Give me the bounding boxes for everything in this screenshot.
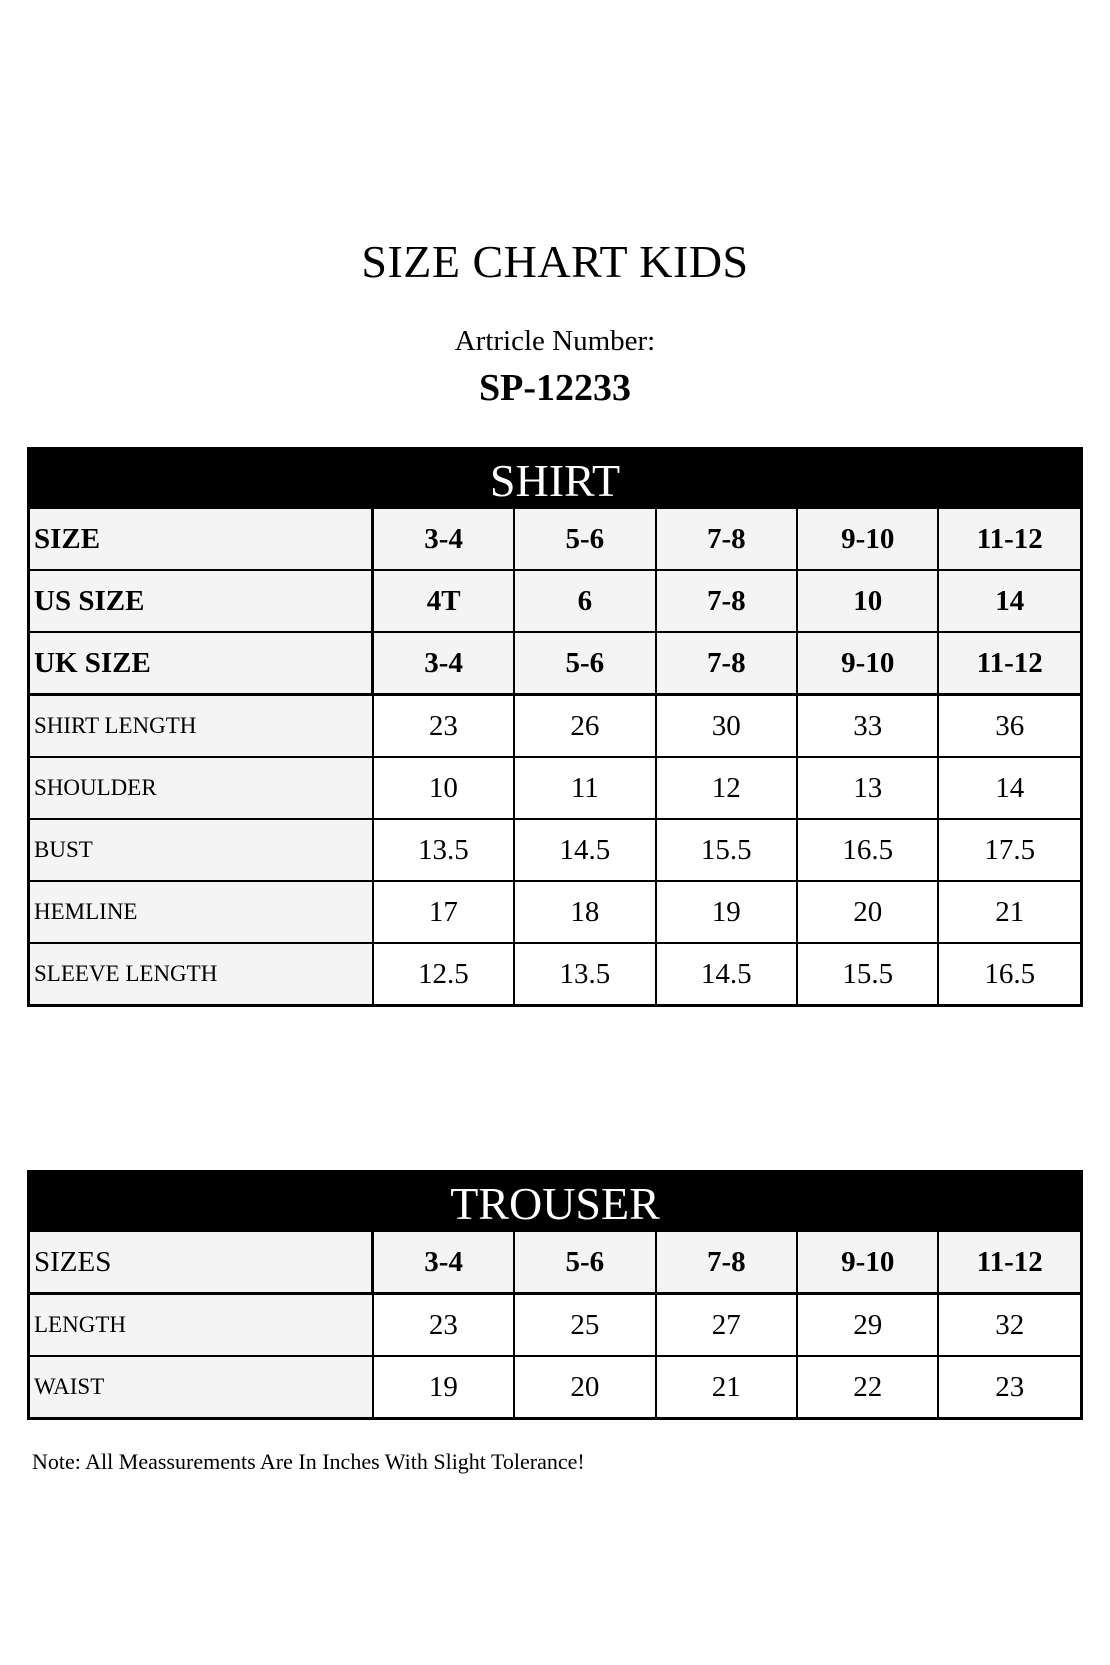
row-label: BUST bbox=[30, 819, 373, 881]
table-cell: 12 bbox=[656, 757, 797, 819]
table-cell: 5-6 bbox=[514, 509, 655, 570]
table-cell: 30 bbox=[656, 695, 797, 758]
table-cell: 22 bbox=[797, 1356, 938, 1417]
trouser-size-chart bbox=[27, 1170, 1083, 1420]
table-cell: 7-8 bbox=[656, 632, 797, 695]
table-cell: 7-8 bbox=[656, 570, 797, 632]
shirt-size-table bbox=[30, 509, 1080, 1004]
row-label: HEMLINE bbox=[30, 881, 373, 943]
shirt-row-shoulder bbox=[30, 757, 1080, 819]
table-cell: 14.5 bbox=[514, 819, 655, 881]
table-cell: 6 bbox=[514, 570, 655, 632]
table-cell: 11 bbox=[514, 757, 655, 819]
article-number: SP-12233 bbox=[479, 367, 631, 409]
row-label: UK SIZE bbox=[30, 632, 373, 695]
shirt-row-us-size bbox=[30, 570, 1080, 632]
row-label: US SIZE bbox=[30, 570, 373, 632]
shirt-size-chart bbox=[27, 447, 1083, 1007]
trouser-row-sizes bbox=[30, 1232, 1080, 1294]
table-cell: 27 bbox=[656, 1294, 797, 1357]
table-cell: 3-4 bbox=[373, 1232, 514, 1294]
table-cell: 9-10 bbox=[797, 509, 938, 570]
table-cell: 36 bbox=[938, 695, 1080, 758]
table-cell: 32 bbox=[938, 1294, 1080, 1357]
trouser-row-waist bbox=[30, 1356, 1080, 1417]
row-label: SIZE bbox=[30, 509, 373, 570]
shirt-row-shirt-length bbox=[30, 695, 1080, 758]
page-title: SIZE CHART KIDS bbox=[361, 236, 749, 287]
table-cell: 19 bbox=[373, 1356, 514, 1417]
table-cell: 11-12 bbox=[938, 1232, 1080, 1294]
table-cell: 13.5 bbox=[373, 819, 514, 881]
table-cell: 23 bbox=[373, 1294, 514, 1357]
row-label: LENGTH bbox=[30, 1294, 373, 1357]
table-cell: 3-4 bbox=[373, 632, 514, 695]
trouser-row-length bbox=[30, 1294, 1080, 1357]
table-cell: 5-6 bbox=[514, 1232, 655, 1294]
table-cell: 4T bbox=[373, 570, 514, 632]
table-cell: 14.5 bbox=[656, 943, 797, 1004]
table-cell: 17 bbox=[373, 881, 514, 943]
measurement-note: Note: All Meassurements Are In Inches With Slight Tolerance! bbox=[32, 1449, 585, 1474]
table-cell: 26 bbox=[514, 695, 655, 758]
article-number-label: Artricle Number: bbox=[454, 325, 656, 357]
row-label: WAIST bbox=[30, 1356, 373, 1417]
shirt-chart-header: SHIRT bbox=[30, 450, 1080, 509]
shirt-row-sleeve-length bbox=[30, 943, 1080, 1004]
table-cell: 19 bbox=[656, 881, 797, 943]
row-label: SIZES bbox=[30, 1232, 373, 1294]
table-cell: 18 bbox=[514, 881, 655, 943]
table-cell: 20 bbox=[514, 1356, 655, 1417]
table-cell: 14 bbox=[938, 570, 1080, 632]
table-cell: 20 bbox=[797, 881, 938, 943]
table-cell: 11-12 bbox=[938, 509, 1080, 570]
table-cell: 9-10 bbox=[797, 632, 938, 695]
table-cell: 15.5 bbox=[656, 819, 797, 881]
row-label: SHOULDER bbox=[30, 757, 373, 819]
table-cell: 25 bbox=[514, 1294, 655, 1357]
table-cell: 5-6 bbox=[514, 632, 655, 695]
table-cell: 7-8 bbox=[656, 1232, 797, 1294]
table-cell: 10 bbox=[797, 570, 938, 632]
trouser-chart-header: TROUSER bbox=[30, 1173, 1080, 1232]
table-cell: 16.5 bbox=[938, 943, 1080, 1004]
row-label: SLEEVE LENGTH bbox=[30, 943, 373, 1004]
shirt-row-size bbox=[30, 509, 1080, 570]
table-cell: 13.5 bbox=[514, 943, 655, 1004]
table-cell: 17.5 bbox=[938, 819, 1080, 881]
table-cell: 16.5 bbox=[797, 819, 938, 881]
shirt-row-uk-size bbox=[30, 632, 1080, 695]
shirt-row-bust bbox=[30, 819, 1080, 881]
row-label: SHIRT LENGTH bbox=[30, 695, 373, 758]
table-cell: 3-4 bbox=[373, 509, 514, 570]
trouser-size-table bbox=[30, 1232, 1080, 1417]
table-cell: 21 bbox=[938, 881, 1080, 943]
table-cell: 23 bbox=[938, 1356, 1080, 1417]
table-cell: 15.5 bbox=[797, 943, 938, 1004]
table-cell: 12.5 bbox=[373, 943, 514, 1004]
table-cell: 11-12 bbox=[938, 632, 1080, 695]
table-cell: 33 bbox=[797, 695, 938, 758]
table-cell: 7-8 bbox=[656, 509, 797, 570]
table-cell: 13 bbox=[797, 757, 938, 819]
table-cell: 10 bbox=[373, 757, 514, 819]
table-cell: 23 bbox=[373, 695, 514, 758]
table-cell: 21 bbox=[656, 1356, 797, 1417]
table-cell: 14 bbox=[938, 757, 1080, 819]
table-cell: 9-10 bbox=[797, 1232, 938, 1294]
shirt-row-hemline bbox=[30, 881, 1080, 943]
table-cell: 29 bbox=[797, 1294, 938, 1357]
